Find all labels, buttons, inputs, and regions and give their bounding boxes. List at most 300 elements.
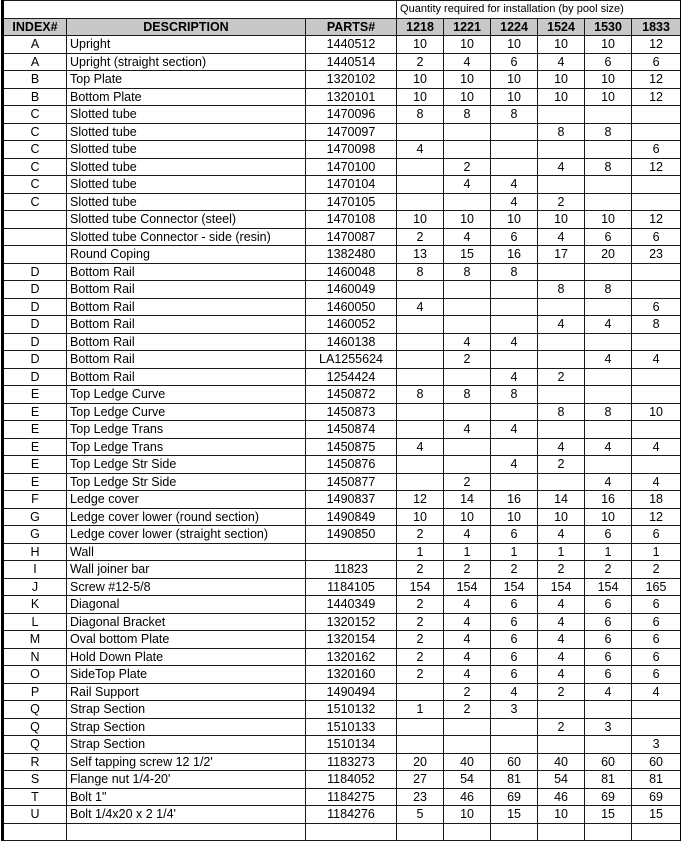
part-number-cell: 1450875 bbox=[306, 438, 397, 456]
quantity-cell bbox=[397, 421, 444, 439]
table-row bbox=[3, 368, 681, 386]
quantity-cell: 4 bbox=[397, 298, 444, 316]
quantity-cell: 10 bbox=[397, 508, 444, 526]
table-row bbox=[3, 613, 681, 631]
quantity-cell: 2 bbox=[538, 561, 585, 579]
quantity-cell: 12 bbox=[632, 211, 681, 229]
index-cell: D bbox=[3, 281, 67, 299]
quantity-cell: 10 bbox=[585, 508, 632, 526]
quantity-cell: 4 bbox=[632, 438, 681, 456]
quantity-cell: 6 bbox=[632, 666, 681, 684]
quantity-cell: 4 bbox=[632, 351, 681, 369]
table-row bbox=[3, 193, 681, 211]
table-row bbox=[3, 123, 681, 141]
description-cell: Slotted tube Connector - side (resin) bbox=[67, 228, 306, 246]
quantity-cell: 12 bbox=[632, 508, 681, 526]
description-cell: Screw #12-5/8 bbox=[67, 578, 306, 596]
index-cell: O bbox=[3, 666, 67, 684]
quantity-cell bbox=[397, 368, 444, 386]
quantity-cell: 4 bbox=[444, 53, 491, 71]
quantity-cell: 6 bbox=[491, 631, 538, 649]
quantity-cell: 6 bbox=[632, 526, 681, 544]
index-cell bbox=[3, 246, 67, 264]
quantity-cell bbox=[444, 736, 491, 754]
quantity-cell: 8 bbox=[444, 106, 491, 124]
index-cell bbox=[3, 823, 67, 841]
table-row bbox=[3, 403, 681, 421]
quantity-cell: 4 bbox=[632, 683, 681, 701]
quantity-cell bbox=[444, 438, 491, 456]
quantity-cell: 1 bbox=[585, 543, 632, 561]
quantity-cell: 4 bbox=[491, 193, 538, 211]
quantity-cell: 4 bbox=[538, 613, 585, 631]
table-row bbox=[3, 526, 681, 544]
quantity-cell: 4 bbox=[491, 368, 538, 386]
description-cell: Slotted tube bbox=[67, 176, 306, 194]
part-number-cell: 1320162 bbox=[306, 648, 397, 666]
quantity-cell: 20 bbox=[585, 246, 632, 264]
quantity-cell: 10 bbox=[397, 36, 444, 54]
quantity-cell: 6 bbox=[585, 596, 632, 614]
table-row bbox=[3, 543, 681, 561]
quantity-cell: 8 bbox=[585, 158, 632, 176]
part-number-cell: 1320152 bbox=[306, 613, 397, 631]
header-size-1833: 1833 bbox=[632, 18, 681, 36]
quantity-cell: 2 bbox=[538, 368, 585, 386]
quantity-cell: 6 bbox=[585, 228, 632, 246]
description-cell: Round Coping bbox=[67, 246, 306, 264]
quantity-cell bbox=[585, 176, 632, 194]
quantity-cell bbox=[397, 736, 444, 754]
part-number-cell: 1470087 bbox=[306, 228, 397, 246]
quantity-cell bbox=[538, 298, 585, 316]
quantity-cell bbox=[491, 141, 538, 159]
quantity-cell: 6 bbox=[585, 648, 632, 666]
quantity-cell: 2 bbox=[397, 596, 444, 614]
quantity-cell bbox=[491, 351, 538, 369]
quantity-cell: 6 bbox=[632, 631, 681, 649]
quantity-cell: 46 bbox=[444, 788, 491, 806]
header-index: INDEX# bbox=[3, 18, 67, 36]
index-cell: C bbox=[3, 158, 67, 176]
quantity-cell: 10 bbox=[585, 211, 632, 229]
quantity-cell: 23 bbox=[632, 246, 681, 264]
quantity-cell: 154 bbox=[585, 578, 632, 596]
quantity-cell bbox=[538, 106, 585, 124]
header-size-1530: 1530 bbox=[585, 18, 632, 36]
quantity-cell: 10 bbox=[585, 36, 632, 54]
quantity-cell: 8 bbox=[491, 263, 538, 281]
quantity-cell: 10 bbox=[632, 403, 681, 421]
quantity-cell: 2 bbox=[397, 526, 444, 544]
quantity-cell: 6 bbox=[585, 526, 632, 544]
quantity-cell: 16 bbox=[491, 491, 538, 509]
description-cell: Bottom Rail bbox=[67, 333, 306, 351]
quantity-cell bbox=[585, 263, 632, 281]
quantity-cell bbox=[585, 456, 632, 474]
quantity-cell bbox=[538, 263, 585, 281]
index-cell: B bbox=[3, 71, 67, 89]
table-row bbox=[3, 473, 681, 491]
quantity-cell bbox=[632, 176, 681, 194]
quantity-cell: 10 bbox=[397, 71, 444, 89]
description-cell: Slotted tube bbox=[67, 141, 306, 159]
part-number-cell: 1184052 bbox=[306, 771, 397, 789]
quantity-cell: 8 bbox=[538, 123, 585, 141]
quantity-cell bbox=[397, 456, 444, 474]
quantity-cell bbox=[585, 193, 632, 211]
quantity-cell: 1 bbox=[444, 543, 491, 561]
quantity-cell: 4 bbox=[632, 473, 681, 491]
quantity-cell: 8 bbox=[444, 386, 491, 404]
quantity-caption: Quantity required for installation (by pool size) bbox=[397, 1, 681, 19]
index-cell: D bbox=[3, 333, 67, 351]
table-row bbox=[3, 631, 681, 649]
quantity-cell: 4 bbox=[444, 613, 491, 631]
quantity-cell: 8 bbox=[585, 403, 632, 421]
part-number-cell: 1490849 bbox=[306, 508, 397, 526]
parts-table bbox=[1, 0, 681, 841]
quantity-cell: 154 bbox=[538, 578, 585, 596]
part-number-cell: 1510133 bbox=[306, 718, 397, 736]
quantity-cell: 14 bbox=[538, 491, 585, 509]
part-number-cell: 1320101 bbox=[306, 88, 397, 106]
quantity-cell bbox=[585, 386, 632, 404]
description-cell: Strap Section bbox=[67, 736, 306, 754]
quantity-cell: 10 bbox=[444, 71, 491, 89]
table-row bbox=[3, 88, 681, 106]
quantity-cell bbox=[444, 823, 491, 841]
index-cell: L bbox=[3, 613, 67, 631]
quantity-cell: 8 bbox=[491, 386, 538, 404]
index-cell: E bbox=[3, 456, 67, 474]
table-row bbox=[3, 421, 681, 439]
part-number-cell: 1460049 bbox=[306, 281, 397, 299]
table-row bbox=[3, 281, 681, 299]
description-cell: Diagonal bbox=[67, 596, 306, 614]
quantity-cell: 4 bbox=[538, 526, 585, 544]
quantity-cell: 4 bbox=[585, 473, 632, 491]
description-cell: Top Ledge Str Side bbox=[67, 456, 306, 474]
quantity-cell: 8 bbox=[632, 316, 681, 334]
quantity-cell: 2 bbox=[538, 683, 585, 701]
quantity-cell bbox=[491, 281, 538, 299]
quantity-cell bbox=[632, 123, 681, 141]
index-cell: D bbox=[3, 298, 67, 316]
blank-title-cell bbox=[3, 1, 397, 19]
index-cell: H bbox=[3, 543, 67, 561]
quantity-cell: 23 bbox=[397, 788, 444, 806]
quantity-cell: 12 bbox=[632, 71, 681, 89]
index-cell: D bbox=[3, 351, 67, 369]
quantity-cell: 10 bbox=[538, 211, 585, 229]
quantity-cell: 10 bbox=[538, 36, 585, 54]
quantity-cell bbox=[397, 281, 444, 299]
table-row bbox=[3, 823, 681, 841]
quantity-cell: 2 bbox=[444, 351, 491, 369]
description-cell: Slotted tube bbox=[67, 193, 306, 211]
quantity-cell: 14 bbox=[444, 491, 491, 509]
table-row bbox=[3, 351, 681, 369]
quantity-cell bbox=[632, 456, 681, 474]
quantity-cell: 2 bbox=[444, 473, 491, 491]
index-cell: E bbox=[3, 421, 67, 439]
quantity-cell bbox=[632, 263, 681, 281]
table-row bbox=[3, 333, 681, 351]
quantity-cell: 6 bbox=[585, 53, 632, 71]
quantity-cell: 10 bbox=[444, 806, 491, 824]
description-cell: Slotted tube Connector (steel) bbox=[67, 211, 306, 229]
index-cell: Q bbox=[3, 701, 67, 719]
quantity-cell: 8 bbox=[397, 386, 444, 404]
part-number-cell: 1460138 bbox=[306, 333, 397, 351]
quantity-cell: 20 bbox=[397, 753, 444, 771]
quantity-cell bbox=[397, 823, 444, 841]
quantity-cell: 12 bbox=[632, 158, 681, 176]
quantity-cell: 6 bbox=[632, 648, 681, 666]
quantity-cell: 18 bbox=[632, 491, 681, 509]
table-row bbox=[3, 718, 681, 736]
quantity-cell: 4 bbox=[538, 228, 585, 246]
quantity-cell: 2 bbox=[632, 561, 681, 579]
quantity-cell: 10 bbox=[491, 36, 538, 54]
quantity-cell: 1 bbox=[491, 543, 538, 561]
quantity-cell: 60 bbox=[491, 753, 538, 771]
quantity-cell: 4 bbox=[444, 333, 491, 351]
quantity-cell: 4 bbox=[491, 333, 538, 351]
description-cell: Bottom Rail bbox=[67, 316, 306, 334]
quantity-cell: 4 bbox=[538, 666, 585, 684]
table-row bbox=[3, 316, 681, 334]
table-row bbox=[3, 211, 681, 229]
part-number-cell bbox=[306, 823, 397, 841]
description-cell: Hold Down Plate bbox=[67, 648, 306, 666]
quantity-cell bbox=[585, 368, 632, 386]
description-cell bbox=[67, 823, 306, 841]
index-cell: J bbox=[3, 578, 67, 596]
quantity-cell: 81 bbox=[491, 771, 538, 789]
quantity-cell: 4 bbox=[491, 456, 538, 474]
description-cell: Upright bbox=[67, 36, 306, 54]
table-row bbox=[3, 141, 681, 159]
quantity-cell: 2 bbox=[491, 561, 538, 579]
quantity-cell: 6 bbox=[632, 596, 681, 614]
table-row bbox=[3, 561, 681, 579]
quantity-cell: 4 bbox=[444, 596, 491, 614]
index-cell bbox=[3, 228, 67, 246]
quantity-cell: 8 bbox=[491, 106, 538, 124]
quantity-cell bbox=[632, 701, 681, 719]
quantity-cell: 10 bbox=[538, 806, 585, 824]
table-row bbox=[3, 648, 681, 666]
quantity-cell: 60 bbox=[632, 753, 681, 771]
index-cell: F bbox=[3, 491, 67, 509]
quantity-cell bbox=[585, 141, 632, 159]
table-row bbox=[3, 788, 681, 806]
description-cell: Slotted tube bbox=[67, 158, 306, 176]
quantity-cell bbox=[397, 158, 444, 176]
part-number-cell: 1460050 bbox=[306, 298, 397, 316]
table-row bbox=[3, 701, 681, 719]
quantity-cell bbox=[491, 473, 538, 491]
description-cell: Oval bottom Plate bbox=[67, 631, 306, 649]
description-cell: Bottom Rail bbox=[67, 351, 306, 369]
quantity-cell: 54 bbox=[444, 771, 491, 789]
quantity-cell: 4 bbox=[538, 158, 585, 176]
quantity-cell: 8 bbox=[444, 263, 491, 281]
description-cell: Top Ledge Curve bbox=[67, 403, 306, 421]
quantity-cell: 4 bbox=[491, 683, 538, 701]
index-cell: D bbox=[3, 368, 67, 386]
quantity-cell bbox=[491, 823, 538, 841]
quantity-cell: 1 bbox=[397, 701, 444, 719]
part-number-cell bbox=[306, 543, 397, 561]
table-row bbox=[3, 246, 681, 264]
description-cell: Top Ledge Trans bbox=[67, 438, 306, 456]
quantity-cell: 4 bbox=[538, 438, 585, 456]
quantity-cell bbox=[397, 683, 444, 701]
quantity-cell: 154 bbox=[397, 578, 444, 596]
description-cell: Wall joiner bar bbox=[67, 561, 306, 579]
quantity-cell bbox=[491, 403, 538, 421]
quantity-cell bbox=[444, 403, 491, 421]
quantity-cell bbox=[397, 351, 444, 369]
quantity-cell bbox=[444, 316, 491, 334]
quantity-cell: 6 bbox=[632, 298, 681, 316]
quantity-cell: 4 bbox=[491, 421, 538, 439]
quantity-cell bbox=[538, 473, 585, 491]
quantity-cell: 2 bbox=[444, 158, 491, 176]
quantity-cell bbox=[632, 368, 681, 386]
caption-row bbox=[3, 1, 681, 19]
quantity-cell bbox=[632, 193, 681, 211]
quantity-cell bbox=[491, 316, 538, 334]
header-row bbox=[3, 18, 681, 36]
quantity-cell bbox=[444, 141, 491, 159]
quantity-cell: 4 bbox=[444, 228, 491, 246]
header-size-1221: 1221 bbox=[444, 18, 491, 36]
quantity-cell: 4 bbox=[585, 351, 632, 369]
quantity-cell bbox=[444, 123, 491, 141]
index-cell: T bbox=[3, 788, 67, 806]
quantity-cell: 6 bbox=[585, 613, 632, 631]
part-number-cell: 1490850 bbox=[306, 526, 397, 544]
quantity-cell: 4 bbox=[444, 666, 491, 684]
part-number-cell: 1320154 bbox=[306, 631, 397, 649]
quantity-cell: 6 bbox=[491, 526, 538, 544]
part-number-cell: 1460048 bbox=[306, 263, 397, 281]
table-row bbox=[3, 683, 681, 701]
description-cell: Bottom Rail bbox=[67, 263, 306, 281]
quantity-cell: 8 bbox=[397, 106, 444, 124]
header-size-1524: 1524 bbox=[538, 18, 585, 36]
index-cell: C bbox=[3, 141, 67, 159]
quantity-cell: 27 bbox=[397, 771, 444, 789]
quantity-cell bbox=[538, 701, 585, 719]
description-cell: Bolt 1/4x20 x 2 1/4' bbox=[67, 806, 306, 824]
description-cell: Top Plate bbox=[67, 71, 306, 89]
table-row bbox=[3, 771, 681, 789]
quantity-cell: 17 bbox=[538, 246, 585, 264]
quantity-cell: 13 bbox=[397, 246, 444, 264]
quantity-cell: 10 bbox=[444, 508, 491, 526]
quantity-cell: 2 bbox=[538, 718, 585, 736]
index-cell: U bbox=[3, 806, 67, 824]
part-number-cell: 1440514 bbox=[306, 53, 397, 71]
quantity-cell: 154 bbox=[444, 578, 491, 596]
index-cell: A bbox=[3, 53, 67, 71]
quantity-cell: 5 bbox=[397, 806, 444, 824]
quantity-cell: 4 bbox=[538, 631, 585, 649]
quantity-cell: 10 bbox=[538, 71, 585, 89]
table-row bbox=[3, 36, 681, 54]
part-number-cell: 1183273 bbox=[306, 753, 397, 771]
header-size-1224: 1224 bbox=[491, 18, 538, 36]
part-number-cell: 1470104 bbox=[306, 176, 397, 194]
part-number-cell: 1320160 bbox=[306, 666, 397, 684]
quantity-cell bbox=[632, 421, 681, 439]
quantity-cell bbox=[491, 298, 538, 316]
quantity-cell: 4 bbox=[538, 596, 585, 614]
part-number-cell: 1510132 bbox=[306, 701, 397, 719]
table-row bbox=[3, 298, 681, 316]
quantity-cell: 4 bbox=[538, 648, 585, 666]
part-number-cell: 1470105 bbox=[306, 193, 397, 211]
table-row bbox=[3, 263, 681, 281]
quantity-cell: 6 bbox=[585, 666, 632, 684]
quantity-cell: 2 bbox=[397, 53, 444, 71]
header-size-1218: 1218 bbox=[397, 18, 444, 36]
index-cell: C bbox=[3, 193, 67, 211]
part-number-cell: 1450873 bbox=[306, 403, 397, 421]
quantity-cell bbox=[444, 718, 491, 736]
quantity-cell bbox=[632, 718, 681, 736]
quantity-cell: 15 bbox=[632, 806, 681, 824]
quantity-cell bbox=[538, 141, 585, 159]
quantity-cell bbox=[585, 701, 632, 719]
table-row bbox=[3, 456, 681, 474]
quantity-cell: 6 bbox=[491, 228, 538, 246]
quantity-cell: 46 bbox=[538, 788, 585, 806]
description-cell: Bottom Rail bbox=[67, 281, 306, 299]
part-number-cell: 1184275 bbox=[306, 788, 397, 806]
quantity-cell bbox=[632, 333, 681, 351]
quantity-cell bbox=[538, 823, 585, 841]
index-cell: E bbox=[3, 473, 67, 491]
quantity-cell: 40 bbox=[538, 753, 585, 771]
quantity-cell bbox=[397, 316, 444, 334]
quantity-cell: 2 bbox=[444, 561, 491, 579]
header-parts: PARTS# bbox=[306, 18, 397, 36]
quantity-cell: 3 bbox=[491, 701, 538, 719]
description-cell: Slotted tube bbox=[67, 106, 306, 124]
part-number-cell: 1320102 bbox=[306, 71, 397, 89]
quantity-cell bbox=[538, 176, 585, 194]
quantity-cell: 154 bbox=[491, 578, 538, 596]
part-number-cell: 1470096 bbox=[306, 106, 397, 124]
quantity-cell: 6 bbox=[585, 631, 632, 649]
quantity-cell: 10 bbox=[397, 88, 444, 106]
part-number-cell: 1450874 bbox=[306, 421, 397, 439]
quantity-cell: 4 bbox=[538, 316, 585, 334]
quantity-cell: 10 bbox=[444, 211, 491, 229]
index-cell: G bbox=[3, 508, 67, 526]
quantity-cell bbox=[585, 298, 632, 316]
quantity-cell: 69 bbox=[585, 788, 632, 806]
quantity-cell: 4 bbox=[585, 438, 632, 456]
index-cell: S bbox=[3, 771, 67, 789]
quantity-cell: 2 bbox=[444, 701, 491, 719]
